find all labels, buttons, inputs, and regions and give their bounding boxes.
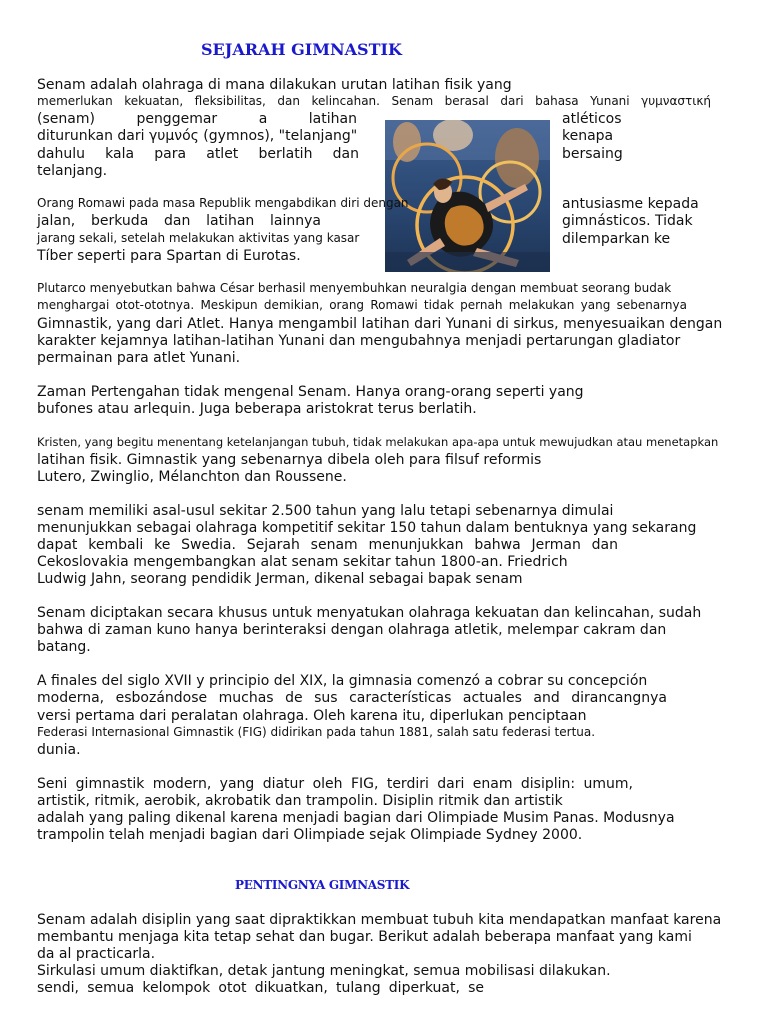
- p2-word: jalan,: [37, 213, 76, 229]
- p10-word: sendi,: [37, 980, 80, 996]
- p8-line3: versi pertama dari peralatan olahraga. Oleh karena itu, diperlukan penciptaan: [37, 708, 587, 724]
- p9-line2: artistik, ritmik, aerobik, akrobatik dan trampolin. Disiplin ritmik dan artistik: [37, 793, 563, 809]
- p6-line1: senam memiliki asal-usul sekitar 2.500 tahun yang lalu tetapi sebenarnya dimulai: [37, 503, 614, 519]
- p6-line4: Cekoslovakia mengembangkan alat senam sekitar tahun 1800-an. Friedrich: [37, 554, 568, 570]
- p1-word: (senam): [37, 111, 95, 127]
- p5-line2: latihan fisik. Gimnastik yang sebenarnya dibela oleh para filsuf reformis: [37, 452, 542, 468]
- p8-line4: Federasi Internasional Gimnastik (FIG) didirikan pada tahun 1881, salah satu federasi tertua.: [37, 725, 596, 739]
- p6-line5: Ludwig Jahn, seorang pendidik Jerman, dikenal sebagai bapak senam: [37, 571, 523, 587]
- p1-word: berlatih: [258, 146, 313, 162]
- p10-word: kelompok: [142, 980, 211, 996]
- p10-line5: [37, 980, 484, 997]
- p5-line1: Kristen, yang begitu menentang ketelanjangan tubuh, tidak melakukan apa-apa untuk mewujudkan atau menetapkan: [37, 435, 719, 449]
- p1-word: a: [258, 111, 268, 127]
- p2-word: berkuda: [91, 213, 149, 229]
- p6-line3: dapat kembali ke Swedia. Sejarah senam menunjukkan bahwa Jerman dan: [37, 537, 618, 553]
- p2-line4: Tíber seperti para Spartan di Eurotas.: [37, 248, 301, 264]
- p9-line1: Seni gimnastik modern, yang diatur oleh FIG, terdiri dari enam disiplin: umum,: [37, 776, 633, 792]
- p9-line4: trampolin telah menjadi bagian dari Olimpiade sejak Olimpiade Sydney 2000.: [37, 827, 583, 843]
- p1-line5-left: [37, 146, 359, 163]
- p6-line2: menunjukkan sebagai olahraga kompetitif sekitar 150 tahun dalam bentuknya yang sekarang: [37, 520, 697, 536]
- p2-line3-left: jarang sekali, setelah melakukan aktivitas yang kasar: [37, 231, 360, 245]
- p1-line4-left: diturunkan dari γυμνός (gymnos), "telanjang": [37, 128, 358, 144]
- p1-line5-right: bersaing: [562, 146, 623, 162]
- p1-word: dahulu: [37, 146, 85, 162]
- p10-line4: Sirkulasi umum diaktifkan, detak jantung meningkat, semua mobilisasi dilakukan.: [37, 963, 611, 979]
- p1-line3-right: atléticos: [562, 111, 622, 127]
- p10-word: semua: [87, 980, 135, 996]
- p2-line1-right: antusiasme kepada: [562, 196, 699, 212]
- p2-line2-right: gimnásticos. Tidak: [562, 213, 693, 229]
- p3-line5: permainan para atlet Yunani.: [37, 350, 241, 366]
- p1-line4-right: kenapa: [562, 128, 614, 144]
- p8-line1: A finales del siglo XVII y principio del XIX, la gimnasia comenzó a cobrar su concepción: [37, 673, 648, 689]
- p10-word: diperkuat,: [388, 980, 460, 996]
- p1-word: para: [154, 146, 187, 162]
- p10-line1: Senam adalah disiplin yang saat dipraktikkan membuat tubuh kita mendapatkan manfaat karena: [37, 912, 722, 928]
- gymnast-photo: [385, 120, 550, 272]
- p7-line1: Senam diciptakan secara khusus untuk menyatukan olahraga kekuatan dan kelincahan, sudah: [37, 605, 702, 621]
- p10-word: dikuatkan,: [254, 980, 328, 996]
- p9-line3: adalah yang paling dikenal karena menjadi bagian dari Olimpiade Musim Panas. Modusnya: [37, 810, 675, 826]
- p1-word: latihan: [308, 111, 357, 127]
- p1-word: dan: [332, 146, 359, 162]
- p1-line3-left: [37, 111, 357, 128]
- p2-line3-right: dilemparkan ke: [562, 231, 671, 247]
- p10-word: se: [468, 980, 484, 996]
- p1-line2: memerlukan kekuatan, fleksibilitas, dan kelincahan. Senam berasal dari bahasa Yunani γυμναστική: [37, 94, 711, 108]
- p10-word: otot: [218, 980, 247, 996]
- p7-line3: batang.: [37, 639, 91, 655]
- p8-line2: moderna, esbozándose muchas de sus características actuales and dirancangnya: [37, 690, 667, 706]
- p3-line2: menghargai otot-ototnya. Meskipun demikian, orang Romawi tidak pernah melakukan yang sebenarnya: [37, 298, 687, 312]
- p2-line2-left: [37, 213, 321, 230]
- p5-line3: Lutero, Zwinglio, Mélanchton dan Roussene.: [37, 469, 347, 485]
- p3-line3: Gimnastik, yang dari Atlet. Hanya mengambil latihan dari Yunani di sirkus, menyesuaikan dengan: [37, 316, 723, 332]
- p8-line5: dunia.: [37, 742, 81, 758]
- p2-line1-left: Orang Romawi pada masa Republik mengabdikan diri dengan: [37, 196, 409, 210]
- page-title: SEJARAH GIMNASTIK: [201, 40, 402, 59]
- p4-line2: bufones atau arlequin. Juga beberapa aristokrat terus berlatih.: [37, 401, 477, 417]
- section-subtitle: PENTINGNYA GIMNASTIK: [235, 878, 410, 892]
- p4-line1: Zaman Pertengahan tidak mengenal Senam. Hanya orang-orang seperti yang: [37, 384, 584, 400]
- p2-word: latihan: [206, 213, 255, 229]
- p10-line3: da al practicarla.: [37, 946, 156, 962]
- p1-word: kala: [105, 146, 135, 162]
- p7-line2: bahwa di zaman kuno hanya berinteraksi dengan olahraga atletik, melempar cakram dan: [37, 622, 667, 638]
- p1-word: atlet: [206, 146, 239, 162]
- p3-line1: Plutarco menyebutkan bahwa César berhasil menyembuhkan neuralgia dengan membuat seorang budak: [37, 281, 672, 295]
- p10-word: tulang: [336, 980, 381, 996]
- p3-line4: karakter kejamnya latihan-latihan Yunani dan mengubahnya menjadi pertarungan gladiator: [37, 333, 681, 349]
- p10-line2: membantu menjaga kita tetap sehat dan bugar. Berikut adalah beberapa manfaat yang kami: [37, 929, 692, 945]
- p2-word: dan: [164, 213, 191, 229]
- p1-line1: Senam adalah olahraga di mana dilakukan urutan latihan fisik yang: [37, 77, 512, 93]
- p2-word: lainnya: [270, 213, 321, 229]
- p1-line6: telanjang.: [37, 163, 108, 179]
- p1-word: penggemar: [136, 111, 218, 127]
